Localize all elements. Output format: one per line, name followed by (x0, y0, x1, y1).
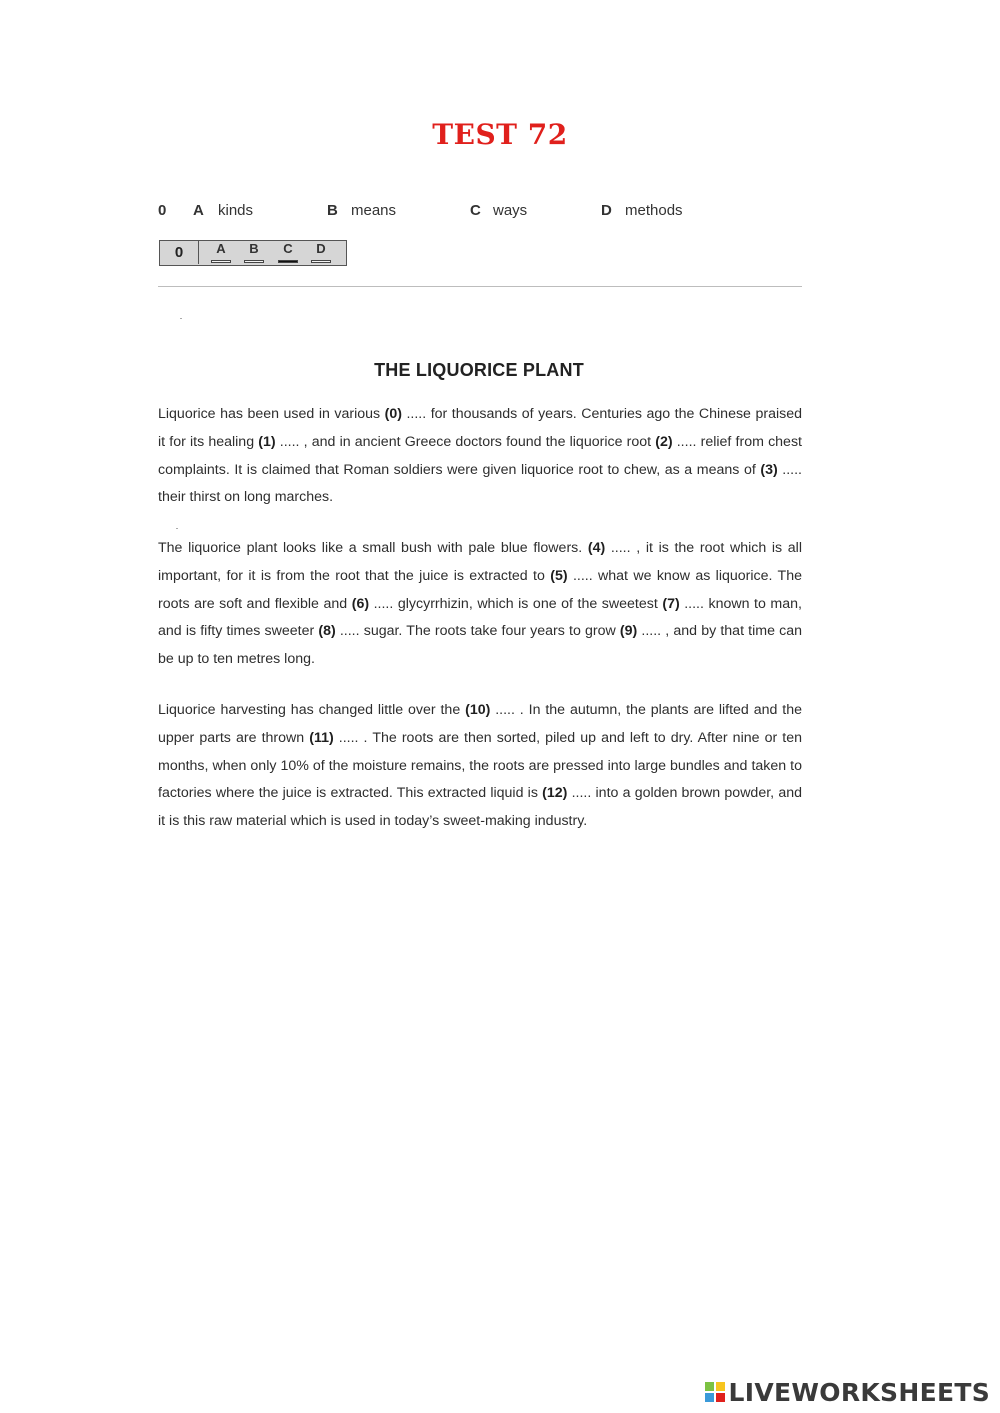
answer-choice-d: D (316, 241, 326, 256)
paragraph-text: ..... for thousands of years. Centuries ago the Chinese praised it for its healing (158, 406, 802, 450)
gap-number: (3) (760, 461, 778, 478)
option-d-text: methods (625, 202, 683, 219)
paragraph-text: ..... , and by that time can be up to ten metres long. (158, 623, 802, 668)
gap-number: (4) (587, 540, 606, 556)
gap-number: (0) (384, 406, 402, 422)
option-a-letter: A (193, 202, 204, 219)
text-title: THE LIQUORICE PLANT (374, 360, 584, 380)
answer-choice-b: B (249, 241, 259, 256)
answer-choice-c: C (283, 241, 293, 256)
paragraph-text: ..... glycyrrhizin, which is one of the sweetest (369, 595, 663, 612)
gap-number: (1) (258, 433, 276, 450)
example-answer-box (159, 240, 347, 266)
paragraph-text: ..... , and in ancient Greece doctors found the liquorice root (275, 433, 656, 450)
answer-bar-c (278, 260, 298, 263)
logo-text: LIVEWORKSHEETS (728, 1377, 990, 1407)
page-title: TEST 72 (432, 118, 568, 151)
paragraph-text: ..... , it is the root which is all important, for it is from the root that the juice is extracted to (158, 540, 802, 584)
answer-bar-b (244, 260, 264, 263)
gap-number: (12) (542, 785, 568, 802)
gap-number: (11) (309, 729, 334, 746)
option-a-text: kinds (218, 202, 254, 219)
paragraph-text: ..... into a golden brown powder, and it is this raw material which is used in today’s sweet-making industry. (158, 785, 802, 830)
option-b-text: means (351, 202, 397, 219)
paragraph-text: ..... . In the autumn, the plants are lifted and the upper parts are thrown (158, 702, 802, 746)
paragraph-3 (158, 697, 802, 836)
scan-speck (176, 528, 178, 529)
gap-number: (6) (351, 595, 370, 612)
paragraph-text: Liquorice has been used in various (158, 406, 385, 422)
paragraph-text: ..... relief from chest complaints. It is claimed that Roman soldiers were given liquorice root to chew, as a means of (158, 433, 802, 478)
liveworksheets-logo-icon (704, 1381, 726, 1403)
paragraph-text: ..... known to man, and is fifty times sweeter (158, 595, 802, 640)
liveworksheets-logo (704, 1377, 990, 1407)
gap-number: (2) (655, 433, 673, 450)
paragraph-text: ..... . The roots are then sorted, piled up and left to dry. After nine or ten months, when only 10% of the moisture remains, the roots are pressed into large bundles and taken to factories where the juice is extracted. This extracted liquid is (158, 729, 802, 802)
answer-bar-a (211, 260, 231, 263)
gap-number: (9) (619, 623, 638, 640)
answer-choice-a: A (216, 241, 226, 256)
example-number: 0 (158, 202, 167, 219)
paragraph-text: The liquorice plant looks like a small bush with pale blue flowers. (158, 540, 588, 556)
paragraph-1 (158, 401, 802, 512)
paragraph-text: ..... sugar. The roots take four years to grow (335, 623, 620, 640)
gap-number: (8) (318, 623, 336, 640)
gap-number: (7) (662, 595, 680, 612)
scan-speck (180, 318, 182, 319)
paragraph-text: ..... what we know as liquorice. The roots are soft and flexible and (158, 567, 802, 612)
paragraph-text: ..... their thirst on long marches. (158, 461, 802, 506)
answer-box-number: 0 (160, 241, 199, 264)
option-b-letter: B (327, 202, 338, 219)
gap-number: (10) (465, 702, 491, 718)
gap-number: (5) (550, 567, 568, 584)
paragraph-2 (158, 535, 802, 674)
option-c-letter: C (470, 202, 481, 219)
section-divider (158, 286, 802, 287)
option-c-text: ways (493, 202, 528, 219)
option-d-letter: D (601, 202, 612, 219)
answer-bar-d (311, 260, 331, 263)
paragraph-text: Liquorice harvesting has changed little over the (158, 702, 466, 718)
